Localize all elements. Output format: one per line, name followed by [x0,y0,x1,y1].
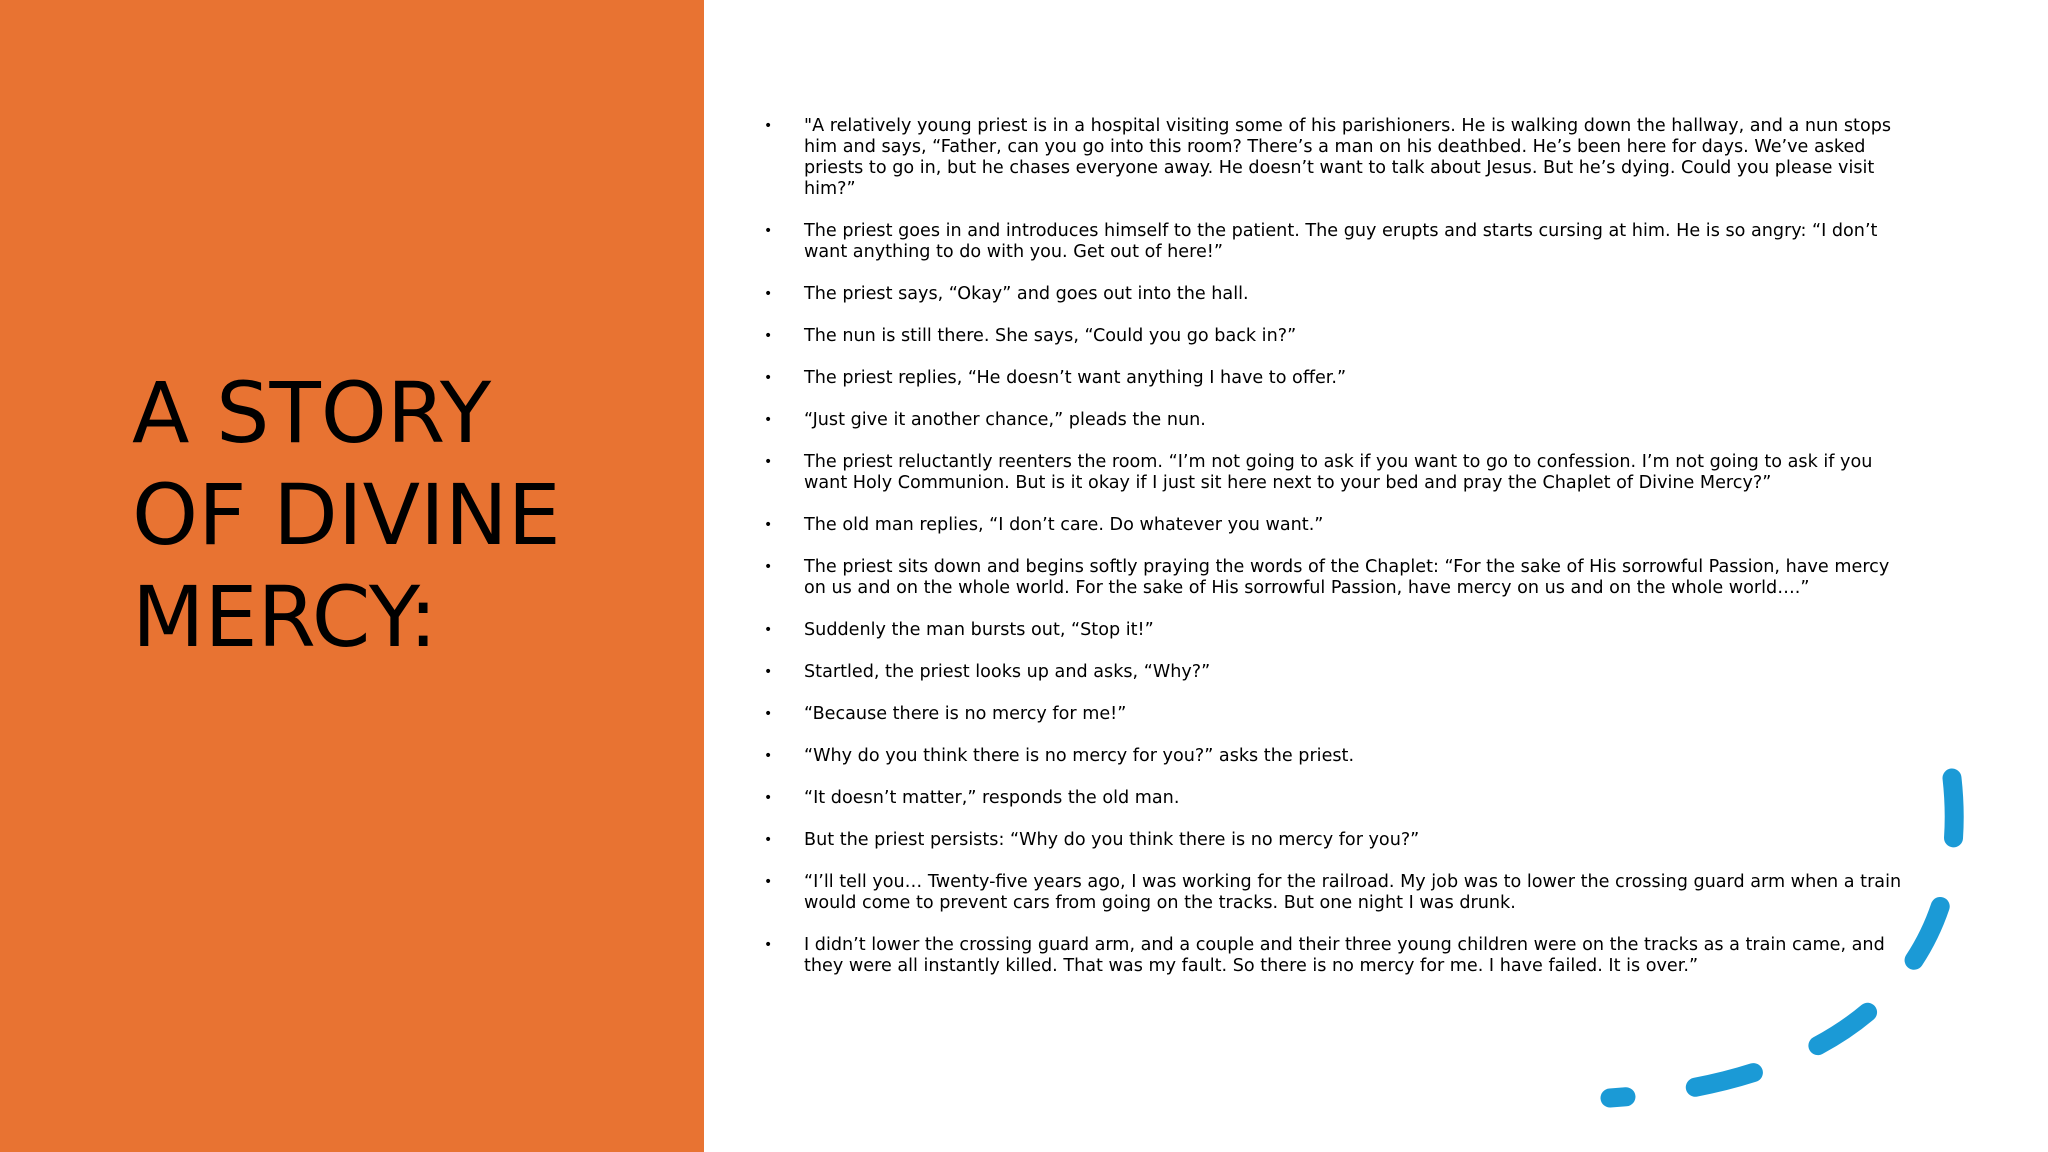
bullet-marker: • [764,748,773,764]
decorative-dashed-curve [1580,750,2020,1130]
bullet-marker: • [764,664,773,680]
bullet-marker: • [764,412,773,428]
bullet-text: The priest says, “Okay” and goes out into the hall. [804,284,1249,304]
bullet-text: But the priest persists: “Why do you think there is no mercy for you?” [804,830,1420,850]
bullet-text: I didn’t lower the crossing guard arm, and a couple and their three young children were on the tracks as a train came, and they were all instantly killed. That was my fault. So there is no mercy for me. I have failed. It is over.” [804,935,1885,976]
story-bullet [764,326,1914,347]
story-bullet [764,368,1914,389]
bullet-marker: • [764,328,773,344]
bullet-text: The priest replies, “He doesn’t want anything I have to offer.” [804,368,1347,388]
bullet-text: The priest goes in and introduces himself to the patient. The guy erupts and starts cursing at him. He is so angry: “I don’t want anything to do with you. Get out of here!” [804,221,1878,262]
bullet-text: "A relatively young priest is in a hospital visiting some of his parishioners. He is walking down the hallway, and a nun stops him and says, “Father, can you go into this room? There’s a man on his deathbed. He’s been here for days. We’ve asked priests to go in, but he chases everyone away. He doesn’t want to talk about Jesus. But he’s dying. Could you please visit him?” [804,116,1892,199]
bullet-text: “Just give it another chance,” pleads the nun. [804,410,1206,430]
story-bullet [764,410,1914,431]
bullet-marker: • [764,874,773,890]
story-bullet [764,515,1914,536]
bullet-text: Suddenly the man bursts out, “Stop it!” [804,620,1154,640]
bullet-marker: • [764,118,773,134]
bullet-text: Startled, the priest looks up and asks, “Why?” [804,662,1211,682]
bullet-marker: • [764,454,773,470]
bullet-marker: • [764,517,773,533]
bullet-marker: • [764,286,773,302]
bullet-text: “I’ll tell you… Twenty-five years ago, I was working for the railroad. My job was to lower the crossing guard arm when a train would come to prevent cars from going on the tracks. But one night I was drunk. [804,872,1902,913]
bullet-marker: • [764,559,773,575]
bullet-marker: • [764,832,773,848]
story-bullet [764,116,1914,200]
bullet-text: “It doesn’t matter,” responds the old man. [804,788,1180,808]
bullet-text: The old man replies, “I don’t care. Do whatever you want.” [804,515,1324,535]
bullet-text: The priest reluctantly reenters the room. “I’m not going to ask if you want to go to confession. I’m not going to ask if you want Holy Communion. But is it okay if I just sit here next to your bed and pray the Chaplet of Divine Mercy?” [804,452,1873,493]
story-bullet [764,557,1914,599]
bullet-marker: • [764,790,773,806]
story-bullet [764,704,1914,725]
story-bullet [764,620,1914,641]
story-bullet [764,221,1914,263]
bullet-marker: • [764,370,773,386]
slide-title: A STORY OF DIVINE MERCY: [132,364,561,666]
story-bullet [764,452,1914,494]
bullet-marker: • [764,706,773,722]
bullet-text: The priest sits down and begins softly praying the words of the Chaplet: “For the sake of His sorrowful Passion, have mercy on us and on the whole world. For the sake of His sorrowful Passion, have mercy on us and on the whole world….” [804,557,1890,598]
story-bullet [764,284,1914,305]
bullet-text: “Why do you think there is no mercy for you?” asks the priest. [804,746,1355,766]
bullet-text: The nun is still there. She says, “Could you go back in?” [804,326,1297,346]
story-bullet [764,662,1914,683]
bullet-text: “Because there is no mercy for me!” [804,704,1127,724]
bullet-marker: • [764,223,773,239]
bullet-marker: • [764,622,773,638]
bullet-marker: • [764,937,773,953]
